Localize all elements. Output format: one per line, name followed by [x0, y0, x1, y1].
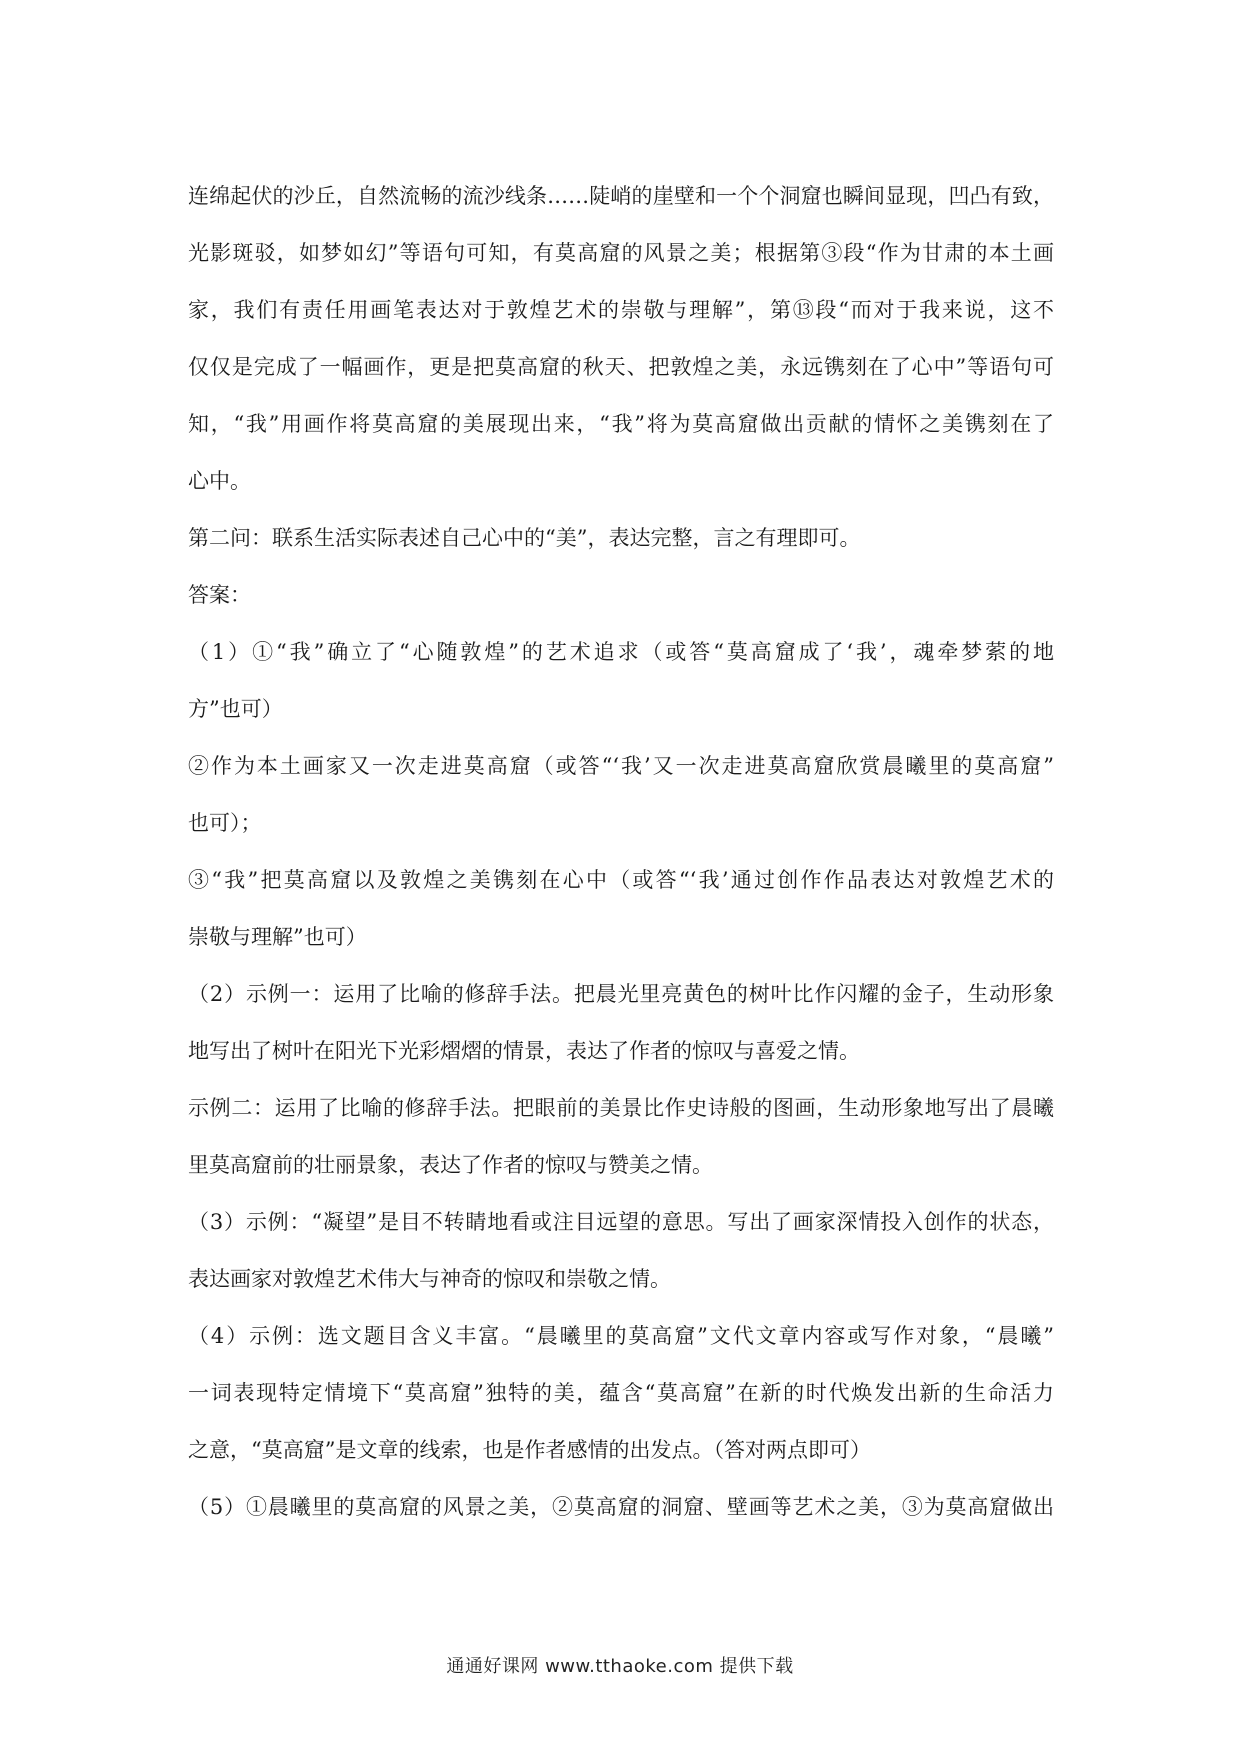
text-line: 答案：: [188, 583, 251, 607]
text-line: 方”也可）: [188, 697, 283, 721]
text-line: 连绵起伏的沙丘，自然流畅的流沙线条……陡峭的崖壁和一个个洞窟也瞬间显现，凹凸有致，: [188, 184, 1054, 208]
text-line: 示例二：运用了比喻的修辞手法。把眼前的美景比作史诗般的图画，生动形象地写出了晨曦: [188, 1096, 1054, 1120]
text-line: 第二问：联系生活实际表述自己心中的“美”，表达完整，言之有理即可。: [188, 526, 861, 550]
text-line: （1）①“我”确立了“心随敦煌”的艺术追求（或答“莫高窟成了‘我’，魂牵梦萦的地: [188, 640, 1054, 664]
text-line: （5）①晨曦里的莫高窟的风景之美，②莫高窟的洞窟、壁画等艺术之美，③为莫高窟做出: [188, 1495, 1054, 1519]
text-line: 表达画家对敦煌艺术伟大与神奇的惊叹和崇敬之情。: [188, 1267, 671, 1291]
text-line: 也可）；: [188, 811, 262, 835]
text-line: （4）示例：选文题目含义丰富。“晨曦里的莫高窟”文代文章内容或写作对象，“晨曦”: [188, 1324, 1054, 1348]
text-line: （2）示例一：运用了比喻的修辞手法。把晨光里亮黄色的树叶比作闪耀的金子，生动形象: [188, 982, 1054, 1006]
text-line: 里莫高窟前的壮丽景象，表达了作者的惊叹与赞美之情。: [188, 1153, 713, 1177]
text-line: 光影斑驳，如梦如幻”等语句可知，有莫高窟的风景之美；根据第③段“作为甘肃的本土画: [188, 241, 1054, 265]
text-line: 知，“我”用画作将莫高窟的美展现出来，“我”将为莫高窟做出贡献的情怀之美镌刻在了: [188, 412, 1054, 436]
document-body: [188, 168, 1054, 1536]
text-line: ③“我”把莫高窟以及敦煌之美镌刻在心中（或答“‘我’通过创作作品表达对敦煌艺术的: [188, 868, 1054, 892]
text-line: 一词表现特定情境下“莫高窟”独特的美，蕴含“莫高窟”在新的时代焕发出新的生命活力: [188, 1381, 1054, 1405]
text-line: 之意，“莫高窟”是文章的线索，也是作者感情的出发点。（答对两点即可）: [188, 1438, 871, 1462]
text-line: （3）示例：“凝望”是目不转睛地看或注目远望的意思。写出了画家深情投入创作的状态，: [188, 1210, 1054, 1234]
text-line: 崇敬与理解”也可）: [188, 925, 367, 949]
text-line: 家，我们有责任用画笔表达对于敦煌艺术的崇敬与理解”，第⑬段“而对于我来说，这不: [188, 298, 1054, 322]
text-line: 地写出了树叶在阳光下光彩熠熠的情景，表达了作者的惊叹与喜爱之情。: [188, 1039, 860, 1063]
text-line: ②作为本土画家又一次走进莫高窟（或答“‘我’又一次走进莫高窟欣赏晨曦里的莫高窟”: [188, 754, 1054, 778]
text-line: 心中。: [188, 469, 251, 493]
text-line: 仅仅是完成了一幅画作，更是把莫高窟的秋天、把敦煌之美，永远镌刻在了心中”等语句可: [188, 355, 1054, 379]
footer-watermark: 通通好课网 www.tthaoke.com 提供下载: [446, 1656, 794, 1677]
